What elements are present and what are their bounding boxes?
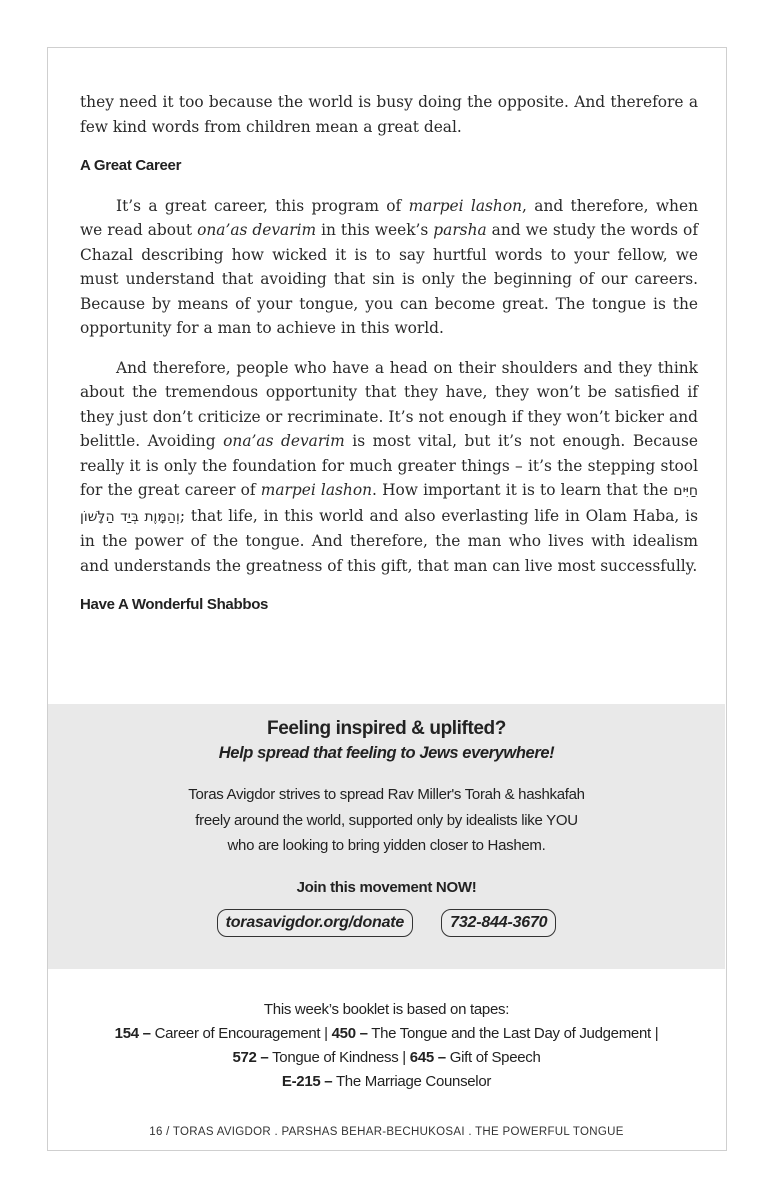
- tapes-list: [48, 998, 725, 1094]
- article-body: [80, 90, 698, 618]
- text-run: And therefore, people who have a head on their shoulders and they think about the tremendous opportunity that they have, they won’t be satisfied if they just don’t criticize or recriminate. It’s not enough if they won’t bicker and belittle. Avoiding: [80, 358, 698, 450]
- page-footer: 16 / TORAS AVIGDOR . PARSHAS BEHAR-BECHUKOSAI . THE POWERFUL TONGUE: [149, 1126, 624, 1138]
- tapes-items: [107, 1022, 667, 1094]
- text-run: It’s a great career, this program of: [116, 196, 409, 215]
- hebrew-text: חַיִּים וְהַמָּוֶת בְּיַד הַלָּשׁוֹן: [80, 483, 698, 525]
- tape-number: 450 –: [331, 1025, 368, 1042]
- banner-subtitle: Help spread that feeling to Jews everywhere!: [218, 744, 555, 762]
- text-run: , and therefore, when we read about: [80, 196, 698, 239]
- donate-link[interactable]: torasavigdor.org/donate: [217, 909, 414, 937]
- document-page: [47, 47, 727, 1151]
- tape-title: Career of Encouragement |: [150, 1025, 332, 1042]
- contact-buttons: [48, 909, 725, 937]
- description-line: Toras Avigdor strives to spread Rav Miller's Torah & hashkafah: [188, 786, 585, 803]
- italic-term: marpei lashon: [260, 481, 373, 499]
- tape-title: Tongue of Kindness |: [268, 1049, 410, 1066]
- tape-number: 645 –: [409, 1049, 446, 1066]
- phone-link[interactable]: 732-844-3670: [441, 909, 556, 937]
- italic-term: marpei lashon: [408, 196, 523, 215]
- text-run: ; that life, in this world and also everlasting life in Olam Haba, is in the power of the tongue. And therefore, the man who lives with idealism and understands the greatness of this gift, that man can live most successfully.: [80, 506, 699, 575]
- tape-number: 154 –: [114, 1025, 151, 1042]
- banner-title: Feeling inspired & uplifted?: [267, 718, 506, 739]
- tape-title: The Tongue and the Last Day of Judgement |: [367, 1025, 659, 1042]
- text-run: and we study the words of Chazal describing how wicked it is to say hurtful words to your fellow, we must understand that avoiding that sin is only the beginning of our careers. Because by means of your tongue, you can become great. The tongue is the opportunity for a man to achieve in this world.: [80, 221, 699, 337]
- tape-title: Gift of Speech: [445, 1049, 541, 1066]
- text-run: . How important it is to learn that the: [372, 481, 674, 499]
- description-line: who are looking to bring yidden closer to Hashem.: [227, 837, 546, 854]
- banner-description: [48, 782, 725, 859]
- section-heading: A Great Career: [80, 157, 182, 174]
- tapes-intro: This week’s booklet is based on tapes:: [263, 1001, 510, 1018]
- intro-paragraph: [80, 90, 698, 139]
- closing-heading: Have A Wonderful Shabbos: [80, 596, 269, 613]
- italic-term: parsha: [433, 221, 487, 239]
- text-run: they need it too because the world is busy doing the opposite. And therefore a few kind words from children mean a great deal.: [80, 93, 698, 136]
- description-line: freely around the world, supported only by idealists like YOU: [195, 811, 578, 829]
- call-to-action: Join this movement NOW!: [296, 878, 477, 896]
- tape-title: The Marriage Counselor: [332, 1073, 492, 1090]
- text-run: is most vital, but it’s not enough. Because really it is only the foundation for much greater things – it’s the stepping stool for the great career of: [80, 432, 698, 499]
- tape-number: 572 –: [232, 1049, 269, 1066]
- donation-banner: [48, 704, 725, 969]
- tape-number: E-215 –: [281, 1073, 333, 1090]
- paragraph: [80, 356, 698, 579]
- text-run: in this week’s: [316, 221, 434, 239]
- paragraph: [80, 194, 698, 341]
- italic-term: ona’as devarim: [223, 432, 345, 450]
- italic-term: ona’as devarim: [197, 221, 317, 239]
